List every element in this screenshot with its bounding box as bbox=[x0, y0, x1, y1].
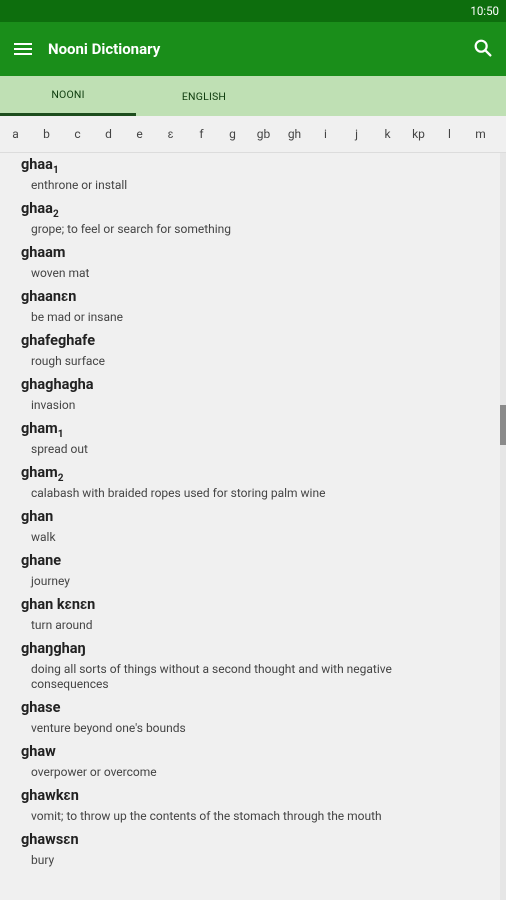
entry-word: ghase bbox=[21, 699, 61, 716]
list-item[interactable] bbox=[0, 784, 506, 824]
list-item[interactable] bbox=[0, 637, 506, 692]
entry-definition: doing all sorts of things without a second thought and with negative consequences bbox=[31, 662, 392, 691]
entry-word: ghaŋghaŋ bbox=[21, 640, 86, 657]
entry-definition: venture beyond one's bounds bbox=[31, 721, 186, 735]
list-item[interactable] bbox=[0, 417, 506, 457]
letter-a[interactable]: a bbox=[12, 127, 19, 141]
entry-definition: woven mat bbox=[31, 266, 90, 280]
tab-nooni[interactable]: NOONI bbox=[0, 76, 136, 116]
entry-word: ghawkɛn bbox=[21, 787, 79, 804]
entry-definition: invasion bbox=[31, 398, 76, 412]
letter-gb[interactable]: gb bbox=[256, 127, 271, 141]
menu-icon[interactable] bbox=[14, 37, 38, 61]
status-bar bbox=[0, 0, 506, 22]
app-bar bbox=[0, 22, 506, 76]
scrollbar-track[interactable] bbox=[500, 153, 506, 900]
entry-word: ghan bbox=[21, 508, 54, 525]
entry-word: gham$_2$ bbox=[21, 464, 64, 484]
entry-word: ghaa$_1$ bbox=[21, 156, 59, 176]
entry-word: ghaw bbox=[21, 743, 56, 760]
entry-definition: grope; to feel or search for something bbox=[31, 222, 232, 236]
entry-sense-number: 1 bbox=[52, 164, 59, 176]
list-item[interactable] bbox=[0, 241, 506, 281]
letter-c[interactable]: c bbox=[74, 127, 81, 141]
list-item[interactable] bbox=[0, 740, 506, 780]
list-item[interactable] bbox=[0, 828, 506, 868]
entry-sense-number: 2 bbox=[52, 208, 59, 220]
letter-ɛ[interactable]: ɛ bbox=[167, 127, 174, 141]
list-item[interactable] bbox=[0, 197, 506, 237]
list-item[interactable] bbox=[0, 696, 506, 736]
list-item[interactable] bbox=[0, 549, 506, 589]
entry-definition: be mad or insane bbox=[31, 310, 124, 324]
entry-word: gham$_1$ bbox=[21, 420, 64, 440]
list-item[interactable] bbox=[0, 373, 506, 413]
letter-e[interactable]: e bbox=[136, 127, 143, 141]
letter-kp[interactable]: kp bbox=[412, 127, 425, 141]
letter-f[interactable]: f bbox=[199, 127, 204, 141]
status-time: 10:50 bbox=[470, 4, 499, 18]
list-item[interactable] bbox=[0, 593, 506, 633]
letter-k[interactable]: k bbox=[384, 127, 391, 141]
list-item[interactable] bbox=[0, 153, 506, 193]
scrollbar-thumb[interactable] bbox=[500, 405, 506, 445]
letter-l[interactable]: l bbox=[448, 127, 451, 141]
entry-word: ghafeghafe bbox=[21, 332, 96, 349]
entry-definition: turn around bbox=[31, 618, 93, 632]
list-item[interactable] bbox=[0, 505, 506, 545]
letter-b[interactable]: b bbox=[43, 127, 50, 141]
list-item[interactable] bbox=[0, 329, 506, 369]
letter-i[interactable]: i bbox=[324, 127, 327, 141]
entry-definition: walk bbox=[31, 530, 56, 544]
letter-g[interactable]: g bbox=[229, 127, 236, 141]
entry-sense-number: 2 bbox=[57, 472, 64, 484]
tab-english[interactable]: ENGLISH bbox=[181, 89, 227, 103]
list-item[interactable] bbox=[0, 285, 506, 325]
entry-word: ghaam bbox=[21, 244, 66, 261]
entry-word: ghane bbox=[21, 552, 62, 569]
entry-word: ghan kɛnɛn bbox=[21, 596, 96, 613]
entry-definition: spread out bbox=[31, 442, 88, 456]
letter-gh[interactable]: gh bbox=[287, 127, 302, 141]
letter-j[interactable]: j bbox=[355, 127, 358, 141]
entry-definition: bury bbox=[31, 853, 55, 867]
entry-list bbox=[0, 153, 506, 900]
entry-word: ghaa$_2$ bbox=[21, 200, 59, 220]
entry-word: ghaghagha bbox=[21, 376, 94, 393]
entry-word: ghawsɛn bbox=[21, 831, 79, 848]
letter-m[interactable]: m bbox=[475, 127, 486, 141]
tab-bar bbox=[0, 76, 506, 116]
letter-d[interactable]: d bbox=[105, 127, 112, 141]
entry-definition: rough surface bbox=[31, 354, 106, 368]
alphabet-index bbox=[0, 116, 506, 153]
entry-word: ghaanɛn bbox=[21, 288, 77, 305]
entry-sense-number: 1 bbox=[57, 428, 64, 440]
entry-definition: enthrone or install bbox=[31, 178, 128, 192]
entry-definition: vomit; to throw up the contents of the stomach through the mouth bbox=[31, 809, 382, 823]
list-item[interactable] bbox=[0, 461, 506, 501]
entry-definition: overpower or overcome bbox=[31, 765, 157, 779]
entry-definition: calabash with braided ropes used for storing palm wine bbox=[31, 486, 326, 500]
entry-definition: journey bbox=[31, 574, 70, 588]
search-icon[interactable] bbox=[472, 37, 494, 59]
app-title: Nooni Dictionary bbox=[48, 40, 161, 58]
